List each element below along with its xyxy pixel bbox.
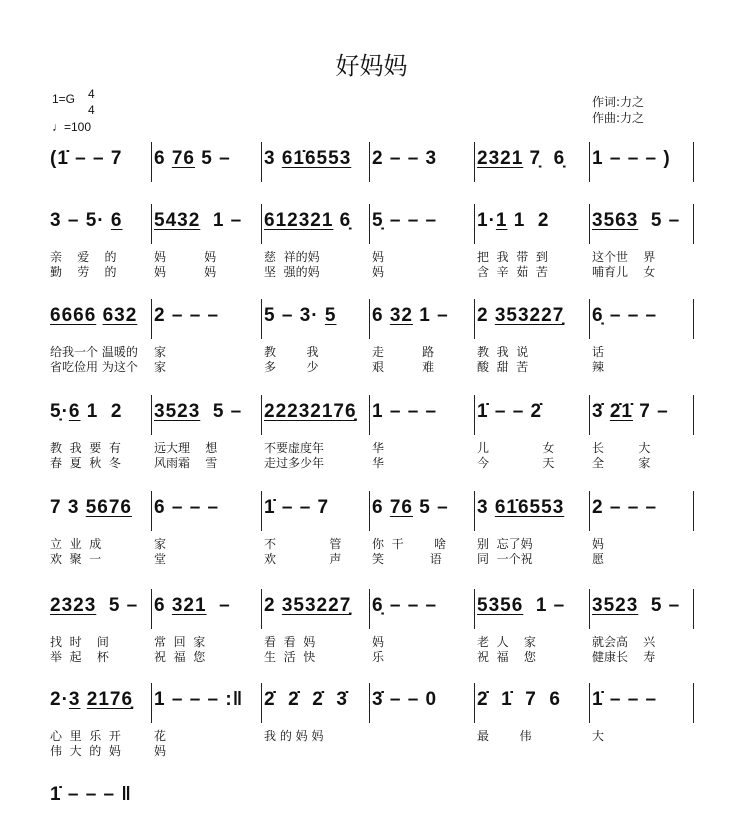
beamed-notes: 612321 <box>264 210 334 231</box>
beamed-notes: 3 <box>68 689 81 710</box>
notes: 6 <box>154 148 172 169</box>
lyric-verse-2: 欢 聚 一 <box>50 552 102 566</box>
lyric-verse-2: 坚 强的妈 <box>264 265 320 279</box>
lyric-verse-1: 看 看 妈 <box>264 635 316 649</box>
score-system <box>48 589 694 664</box>
notes: 1· <box>477 210 496 231</box>
measure <box>152 491 262 566</box>
lyric-verse-2: 春 夏 秋 冬 <box>50 456 121 470</box>
notes: 3 – 5· <box>50 210 111 231</box>
composer: 作曲:力之 <box>592 111 645 125</box>
measure-notes <box>372 497 449 519</box>
measure <box>262 299 370 374</box>
measure <box>48 491 152 566</box>
lyric-verse-2: 妈 <box>372 265 385 279</box>
notes: 5 – 3· <box>264 305 325 326</box>
measure <box>48 299 152 374</box>
beamed-notes: 3563 <box>592 210 639 231</box>
lyric-verse-2: 妈 妈 <box>154 265 217 279</box>
notes: 2 – – – <box>592 497 658 518</box>
notes: 1 – <box>413 305 449 326</box>
lyric-verse-2: 妈 <box>154 744 167 758</box>
notes: 1̇ – – – ‖ <box>50 784 132 805</box>
measure <box>48 778 152 818</box>
notes: 2 – – – <box>154 305 220 326</box>
beamed-notes: 2176̣ <box>86 689 134 710</box>
measure <box>590 395 694 470</box>
measure-notes <box>154 497 219 519</box>
lyric-verse-2: 多 少 <box>264 360 319 374</box>
lyric-verse-2: 含 辛 茹 苦 <box>477 265 548 279</box>
lyric-verse-1: 儿 女 <box>477 441 555 455</box>
measure <box>152 142 262 182</box>
measure-notes <box>50 148 122 170</box>
lyric-verse-1: 妈 <box>372 250 385 264</box>
lyric-verse-2: 家 <box>154 360 167 374</box>
measure <box>475 589 590 664</box>
notes: 1 – <box>523 595 566 616</box>
measure-notes <box>477 148 565 170</box>
credits <box>592 94 644 126</box>
lyric-verse-1: 教 我 说 <box>477 345 529 359</box>
notes: 3 <box>477 497 495 518</box>
measure-notes <box>592 401 669 423</box>
measure <box>48 395 152 470</box>
notes: 3 <box>264 148 282 169</box>
lyric-verse-1: 话 <box>592 345 605 359</box>
notes: 2 <box>264 595 282 616</box>
measure-notes <box>592 148 671 170</box>
notes: 5 – <box>638 210 681 231</box>
measure <box>475 204 590 279</box>
lyric-verse-2: 走过多少年 <box>264 456 325 470</box>
measure <box>152 204 262 279</box>
notes: 6 <box>372 497 390 518</box>
notes: 5 – <box>195 148 231 169</box>
measure <box>48 142 152 182</box>
lyric-verse-1: 常 回 家 <box>154 635 206 649</box>
measure-notes <box>372 689 437 711</box>
key-signature: 1=G <box>52 92 76 106</box>
time-signature-top: 4 <box>88 87 95 101</box>
notes: 1̇ – – – <box>592 689 658 710</box>
beamed-notes: 22232176̣̣ <box>264 401 357 422</box>
lyric-verse-1: 教 我 要 有 <box>50 441 121 455</box>
measure <box>262 683 370 743</box>
notes: 5̣· <box>50 401 69 422</box>
beamed-notes: 76 <box>389 497 413 518</box>
lyric-verse-1: 你 干 啥 <box>372 537 447 551</box>
notes: (1̇ – – 7 <box>50 148 123 169</box>
measure <box>262 395 370 470</box>
measure-notes <box>264 210 351 232</box>
notes: 2̇ 1̇ 7 6 <box>477 689 561 710</box>
notes: 1 – – – ) <box>592 148 671 169</box>
measure-notes <box>154 689 243 711</box>
lyric-verse-2: 健康长 寿 <box>592 650 656 664</box>
measure <box>152 299 262 374</box>
lyric-verse-1: 教 我 <box>264 345 319 359</box>
lyric-verse-1: 最 伟 <box>477 729 532 743</box>
measure <box>152 395 262 470</box>
measure-notes <box>264 595 351 617</box>
lyric-verse-2: 哺育儿 女 <box>592 265 656 279</box>
measure-notes <box>477 305 564 327</box>
notes: 7 – <box>633 401 669 422</box>
notes: 2 <box>477 305 495 326</box>
beamed-notes: 5356 <box>477 595 524 616</box>
measure <box>370 395 475 470</box>
notes: 7 3 <box>50 497 86 518</box>
lyric-verse-2: 举 起 杯 <box>50 650 109 664</box>
notes: 6̣ <box>333 210 352 231</box>
notes: 1 2 <box>80 401 123 422</box>
measure-notes <box>372 305 449 327</box>
beamed-notes: 32 <box>389 305 413 326</box>
measure <box>370 589 475 664</box>
measure-notes <box>477 689 561 711</box>
lyric-verse-1: 华 <box>372 441 385 455</box>
measure <box>370 491 475 566</box>
measure-notes <box>154 305 219 327</box>
measure-notes <box>264 689 348 711</box>
measure-notes <box>154 148 231 170</box>
time-signature <box>88 86 95 118</box>
measure-notes <box>372 401 437 423</box>
score-system <box>48 491 694 566</box>
notes: 1 2 <box>507 210 550 231</box>
notes: 1̇ – – 7 <box>264 497 330 518</box>
measure <box>48 589 152 664</box>
notes: 3̇ <box>592 401 610 422</box>
measure <box>262 204 370 279</box>
lyric-verse-1: 妈 <box>592 537 605 551</box>
measure-notes <box>477 401 542 423</box>
notes: 6 – – – <box>154 497 220 518</box>
measure <box>370 299 475 374</box>
notes: 6̣ – – – <box>372 595 438 616</box>
beamed-notes: 2321 <box>477 148 524 169</box>
beamed-notes: 632 <box>102 305 138 326</box>
measure <box>475 395 590 470</box>
beamed-notes: 353227̣ <box>494 305 565 326</box>
measure <box>48 683 152 758</box>
measure-notes <box>477 497 564 519</box>
beamed-notes: 321 <box>171 595 207 616</box>
measure <box>590 491 694 566</box>
measure <box>152 589 262 664</box>
measure-notes <box>50 497 132 519</box>
beamed-notes: 353227̣ <box>281 595 352 616</box>
measure-notes <box>372 595 437 617</box>
beamed-notes: 2̇1̇ <box>609 401 633 422</box>
lyricist: 作词:力之 <box>592 95 645 109</box>
measure <box>370 683 475 723</box>
score-system <box>48 683 694 758</box>
lyric-verse-2: 愿 <box>592 552 605 566</box>
lyric-verse-2: 勤 劳 的 <box>50 265 117 279</box>
lyric-verse-1: 不 管 <box>264 537 342 551</box>
measure <box>475 491 590 566</box>
lyric-verse-1: 慈 祥的妈 <box>264 250 320 264</box>
score-system <box>48 778 152 818</box>
notes: 5 – <box>638 595 681 616</box>
measure-notes <box>154 401 242 423</box>
lyric-verse-1: 不要虚度年 <box>264 441 325 455</box>
lyric-verse-2: 省吃俭用 为这个 <box>50 360 138 374</box>
lyric-verse-1: 我 的 妈 妈 <box>264 729 324 743</box>
measure-notes <box>592 595 680 617</box>
score-system <box>48 204 694 279</box>
lyric-verse-2: 同 一个祝 <box>477 552 533 566</box>
lyric-verse-1: 立 业 成 <box>50 537 102 551</box>
lyric-verse-2: 祝 福 您 <box>477 650 536 664</box>
lyric-verse-1: 这个世 界 <box>592 250 656 264</box>
measure <box>590 683 694 743</box>
lyric-verse-2: 风雨霜 雪 <box>154 456 218 470</box>
beamed-notes: 6 <box>110 210 123 231</box>
beamed-notes: 61̇6553 <box>281 148 352 169</box>
lyric-verse-2: 艰 难 <box>372 360 435 374</box>
lyric-verse-2: 乐 <box>372 650 385 664</box>
measure-notes <box>264 401 357 423</box>
lyric-verse-1: 远大理 想 <box>154 441 218 455</box>
measure-notes <box>50 210 122 232</box>
notes: 3̇ – – 0 <box>372 689 438 710</box>
notes: 5 – <box>200 401 243 422</box>
measure-notes <box>264 148 351 170</box>
notes: 6 <box>154 595 172 616</box>
notes: 1̇ – – 2̇ <box>477 401 543 422</box>
song-title: 好妈妈 <box>335 52 408 80</box>
lyric-verse-2: 祝 福 您 <box>154 650 206 664</box>
beamed-notes: 2323 <box>50 595 97 616</box>
measure-notes <box>592 497 657 519</box>
lyric-verse-1: 给我一个 温暖的 <box>50 345 138 359</box>
notes: 1 – – – <box>372 401 438 422</box>
lyric-verse-2: 华 <box>372 456 385 470</box>
measure-notes <box>477 595 565 617</box>
notes: 6 <box>372 305 390 326</box>
lyric-verse-1: 老 人 家 <box>477 635 536 649</box>
beamed-notes: 3523 <box>592 595 639 616</box>
notes: 2̇ 2̇ 2̇ 3̇ <box>264 689 348 710</box>
measure <box>590 299 694 374</box>
measure <box>262 491 370 566</box>
measure <box>590 142 694 182</box>
lyric-verse-2: 酸 甜 苦 <box>477 360 529 374</box>
beamed-notes: 6666 <box>50 305 97 326</box>
lyric-verse-1: 花 <box>154 729 167 743</box>
beamed-notes: 61̇6553 <box>494 497 565 518</box>
measure-notes <box>50 784 132 806</box>
lyric-verse-1: 心 里 乐 开 <box>50 729 121 743</box>
notes: 6̣ – – – <box>592 305 658 326</box>
lyric-verse-2: 生 活 快 <box>264 650 316 664</box>
beamed-notes: 1 <box>495 210 508 231</box>
beamed-notes: 5676 <box>85 497 132 518</box>
measure-notes <box>592 210 680 232</box>
beamed-notes: 6 <box>68 401 81 422</box>
measure-notes <box>154 595 231 617</box>
lyric-verse-2: 笑 语 <box>372 552 442 566</box>
lyric-verse-1: 大 <box>592 729 605 743</box>
measure-notes <box>372 210 437 232</box>
lyric-verse-1: 妈 <box>372 635 385 649</box>
notes: 5̣ – – – <box>372 210 438 231</box>
lyric-verse-2: 全 家 <box>592 456 651 470</box>
measure <box>590 204 694 279</box>
notes: 5 – <box>96 595 139 616</box>
beamed-notes: 5 <box>324 305 337 326</box>
beamed-notes: 3523 <box>154 401 201 422</box>
measure <box>262 589 370 664</box>
lyric-verse-1: 家 <box>154 537 167 551</box>
lyric-verse-1: 家 <box>154 345 167 359</box>
score-system <box>48 142 694 182</box>
lyric-verse-1: 走 路 <box>372 345 435 359</box>
time-signature-bottom: 4 <box>88 103 95 117</box>
lyric-verse-1: 长 大 <box>592 441 651 455</box>
measure <box>590 589 694 664</box>
lyric-verse-2: 欢 声 <box>264 552 342 566</box>
score-system <box>48 299 694 374</box>
measure <box>475 683 590 743</box>
measure-notes <box>50 689 133 711</box>
measure-notes <box>264 305 336 327</box>
measure-notes <box>372 148 437 170</box>
measure <box>262 142 370 182</box>
lyric-verse-2: 今 天 <box>477 456 555 470</box>
score-system <box>48 395 694 470</box>
measure <box>475 142 590 182</box>
measure-notes <box>264 497 329 519</box>
measure-notes <box>477 210 549 232</box>
measure <box>370 142 475 182</box>
tempo-marking: ♩=100 <box>52 120 92 134</box>
notes: 7̣ 6̣ <box>523 148 566 169</box>
lyric-verse-2: 堂 <box>154 552 167 566</box>
lyric-verse-1: 别 忘了妈 <box>477 537 533 551</box>
measure-notes <box>154 210 242 232</box>
lyric-verse-1: 妈 妈 <box>154 250 217 264</box>
measure-notes <box>50 595 138 617</box>
lyric-verse-1: 把 我 带 到 <box>477 250 548 264</box>
notes: 2· <box>50 689 69 710</box>
beamed-notes: 5432 <box>154 210 201 231</box>
lyric-verse-1: 找 时 间 <box>50 635 109 649</box>
measure-notes <box>592 305 657 327</box>
notes: 5 – <box>413 497 449 518</box>
measure <box>152 683 262 758</box>
measure-notes <box>592 689 657 711</box>
measure <box>370 204 475 279</box>
notes: 1 – – – :‖ <box>154 689 244 710</box>
lyric-verse-2: 伟 大 的 妈 <box>50 744 121 758</box>
notes: 1 – <box>200 210 243 231</box>
lyric-verse-2: 辣 <box>592 360 605 374</box>
measure <box>475 299 590 374</box>
measure-notes <box>50 305 137 327</box>
notes: – <box>206 595 231 616</box>
notes: 2 – – 3 <box>372 148 438 169</box>
measure <box>48 204 152 279</box>
beamed-notes: 76 <box>171 148 195 169</box>
lyric-verse-1: 就会高 兴 <box>592 635 656 649</box>
measure-notes <box>50 401 122 423</box>
lyric-verse-1: 亲 爱 的 <box>50 250 117 264</box>
